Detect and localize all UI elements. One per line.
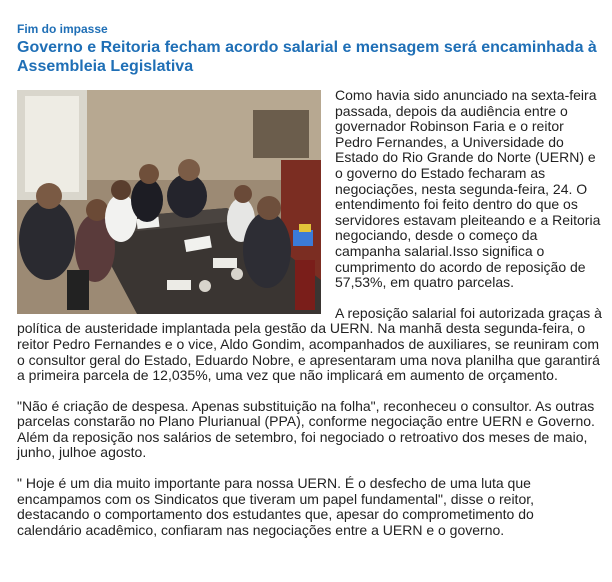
paragraph-4: " Hoje é um dia muito importante para nossa UERN. É o desfecho de uma luta que encampamos com os Sindicatos que tiveram um papel fundamental", disse o reitor, destacando o comportamento dos estudantes que, apesar do comprometimento do calendário acadêmico, confiaram nas negociações entre a UERN e o governo. <box>17 475 535 538</box>
paragraph-1: Como havia sido anunciado na sexta-feira passada, depois da audiência entre o governador Robinson Faria e o reitor Pedro Fernandes, a Universidade do Estado do Rio Grande do Norte (UERN) e o governo do Estado fecharam as negociações, nesta segunda-feira, 24. O entendimento foi feito dentro do que os servidores estavam pleiteando e a Reitoria negociando, desde o começo da campanha salarial.Isso significa o cumprimento do acordo de reposição de 57,53%, em quatro parcelas. <box>335 87 601 291</box>
meeting-photo <box>17 90 321 314</box>
kicker: Fim do impasse <box>17 22 108 36</box>
headline[interactable]: Governo e Reitoria fecham acordo salarial e mensagem será encaminhada à Assembleia Legislativa <box>17 39 597 75</box>
paragraph-3: "Não é criação de despesa. Apenas substituição na folha", reconheceu o consultor. As outras parcelas constarão no Plano Plurianual (PPA), conforme negociação entre UERN e Governo. Além da reposição nos salários de setembro, foi negociado o retroativo dos meses de maio, junho, julhoe agosto. <box>17 397 595 461</box>
article-body <box>17 88 602 538</box>
paragraph-2: A reposição salarial foi autorizada graças à política de austeridade implantada pela gestão da UERN. Na manhã desta segunda-feira, o reitor Pedro Fernandes e o vice, Aldo Gondim, acompanhados de auxiliares, se reuniram com o consultor geral do Estado, Eduardo Nobre, e apresentaram uma nova planilha que garantirá a primeira parcela de 12,035%, uma vez que não implicará em aumento de orçamento. <box>17 304 602 384</box>
meeting-photo-illustration <box>17 90 321 314</box>
